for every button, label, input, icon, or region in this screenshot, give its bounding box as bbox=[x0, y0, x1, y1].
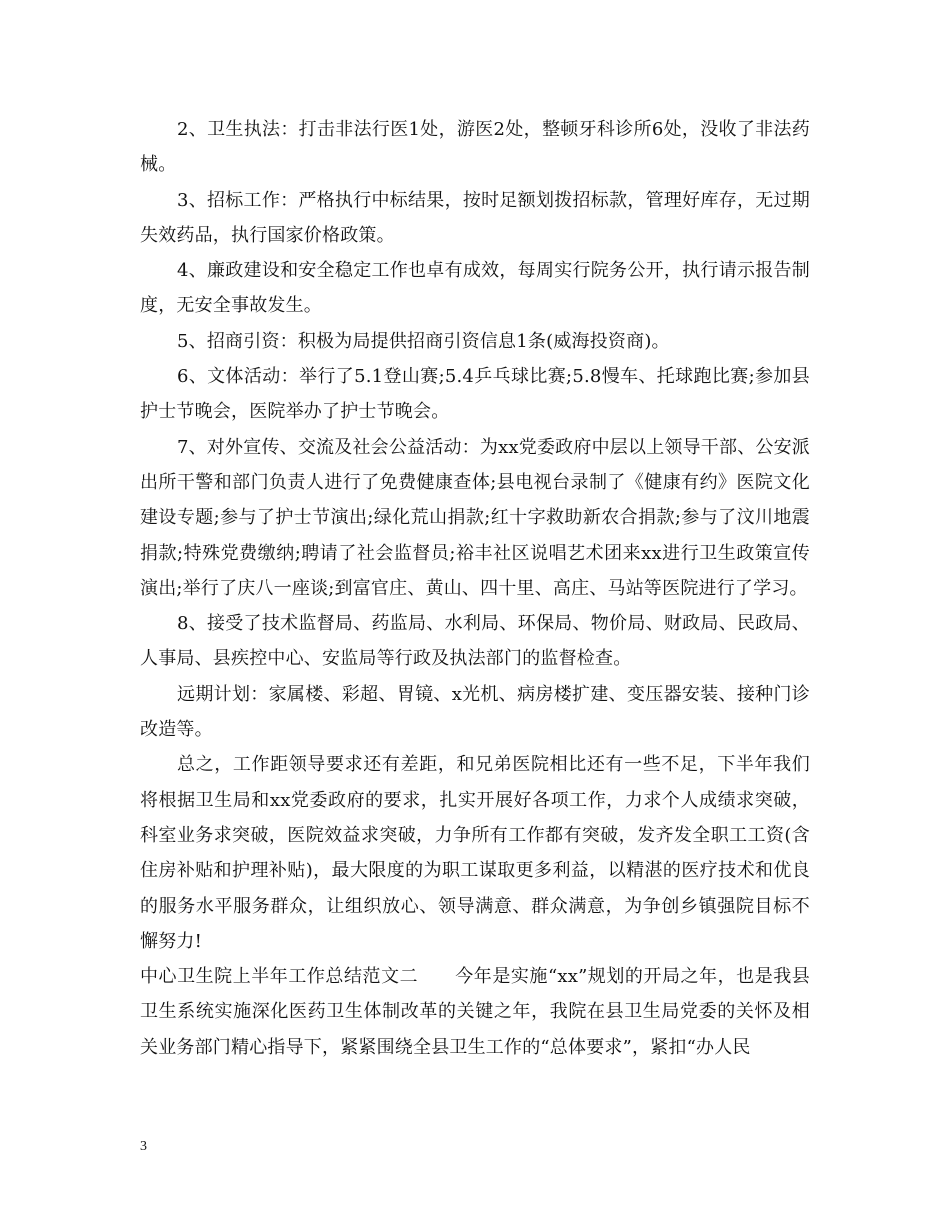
paragraph-public-welfare: 7、对外宣传、交流及社会公益活动：为xx党委政府中层以上领导干部、公安派出所干警和部门负责人进行了免费健康查体;县电视台录制了《健康有约》医院文化建设专题;参与了护士节演出;绿化荒山捐款;红十字救助新农合捐款;参与了汶川地震捐款;特殊党费缴纳;聘请了社会监督员;裕丰社区说唱艺术团来xx进行卫生政策宣传演出;举行了庆八一座谈;到富官庄、黄山、四十里、高庄、马站等医院进行了学习。 bbox=[140, 436, 810, 599]
document-body bbox=[140, 112, 810, 1065]
paragraph-inspections: 8、接受了技术监督局、药监局、水利局、环保局、物价局、财政局、民政局、人事局、县疾控中心、安监局等行政及执法部门的监督检查。 bbox=[140, 613, 810, 670]
paragraph-health-enforcement: 2、卫生执法：打击非法行医1处，游医2处，整顿牙科诊所6处，没收了非法药械。 bbox=[140, 119, 810, 176]
paragraph-second-sample-intro: 中心卫生院上半年工作总结范文二 今年是实施“xx”规划的开局之年，也是我县卫生系统实施深化医药卫生体制改革的关键之年，我院在县卫生局党委的关怀及相关业务部门精心指导下，紧紧围绕全县卫生工作的“总体要求”，紧扣“办人民 bbox=[140, 966, 810, 1058]
paragraph-summary: 总之，工作距领导要求还有差距，和兄弟医院相比还有一些不足，下半年我们将根据卫生局和xx党委政府的要求，扎实开展好各项工作，力求个人成绩求突破，科室业务求突破，医院效益求突破，力争所有工作都有突破，发齐发全职工工资(含住房补贴和护理补贴)，最大限度的为职工谋取更多利益，以精湛的医疗技术和优良的服务水平服务群众，让组织放心、领导满意、群众满意，为争创乡镇强院目标不懈努力! bbox=[140, 754, 810, 952]
paragraph-long-term-plan: 远期计划：家属楼、彩超、胃镜、x光机、病房楼扩建、变压器安装、接种门诊改造等。 bbox=[140, 683, 810, 741]
page-number: 3 bbox=[140, 1139, 147, 1154]
paragraph-integrity-safety: 4、廉政建设和安全稳定工作也卓有成效，每周实行院务公开，执行请示报告制度，无安全事故发生。 bbox=[140, 260, 810, 317]
paragraph-bidding-work: 3、招标工作：严格执行中标结果，按时足额划拨招标款，管理好库存，无过期失效药品，执行国家价格政策。 bbox=[140, 189, 810, 246]
paragraph-sports-activities: 6、文体活动：举行了5.1登山赛;5.4乒乓球比赛;5.8慢车、托球跑比赛;参加县护士节晚会，医院举办了护士节晚会。 bbox=[140, 366, 810, 423]
paragraph-investment: 5、招商引资：积极为局提供招商引资信息1条(威海投资商)。 bbox=[177, 330, 670, 352]
